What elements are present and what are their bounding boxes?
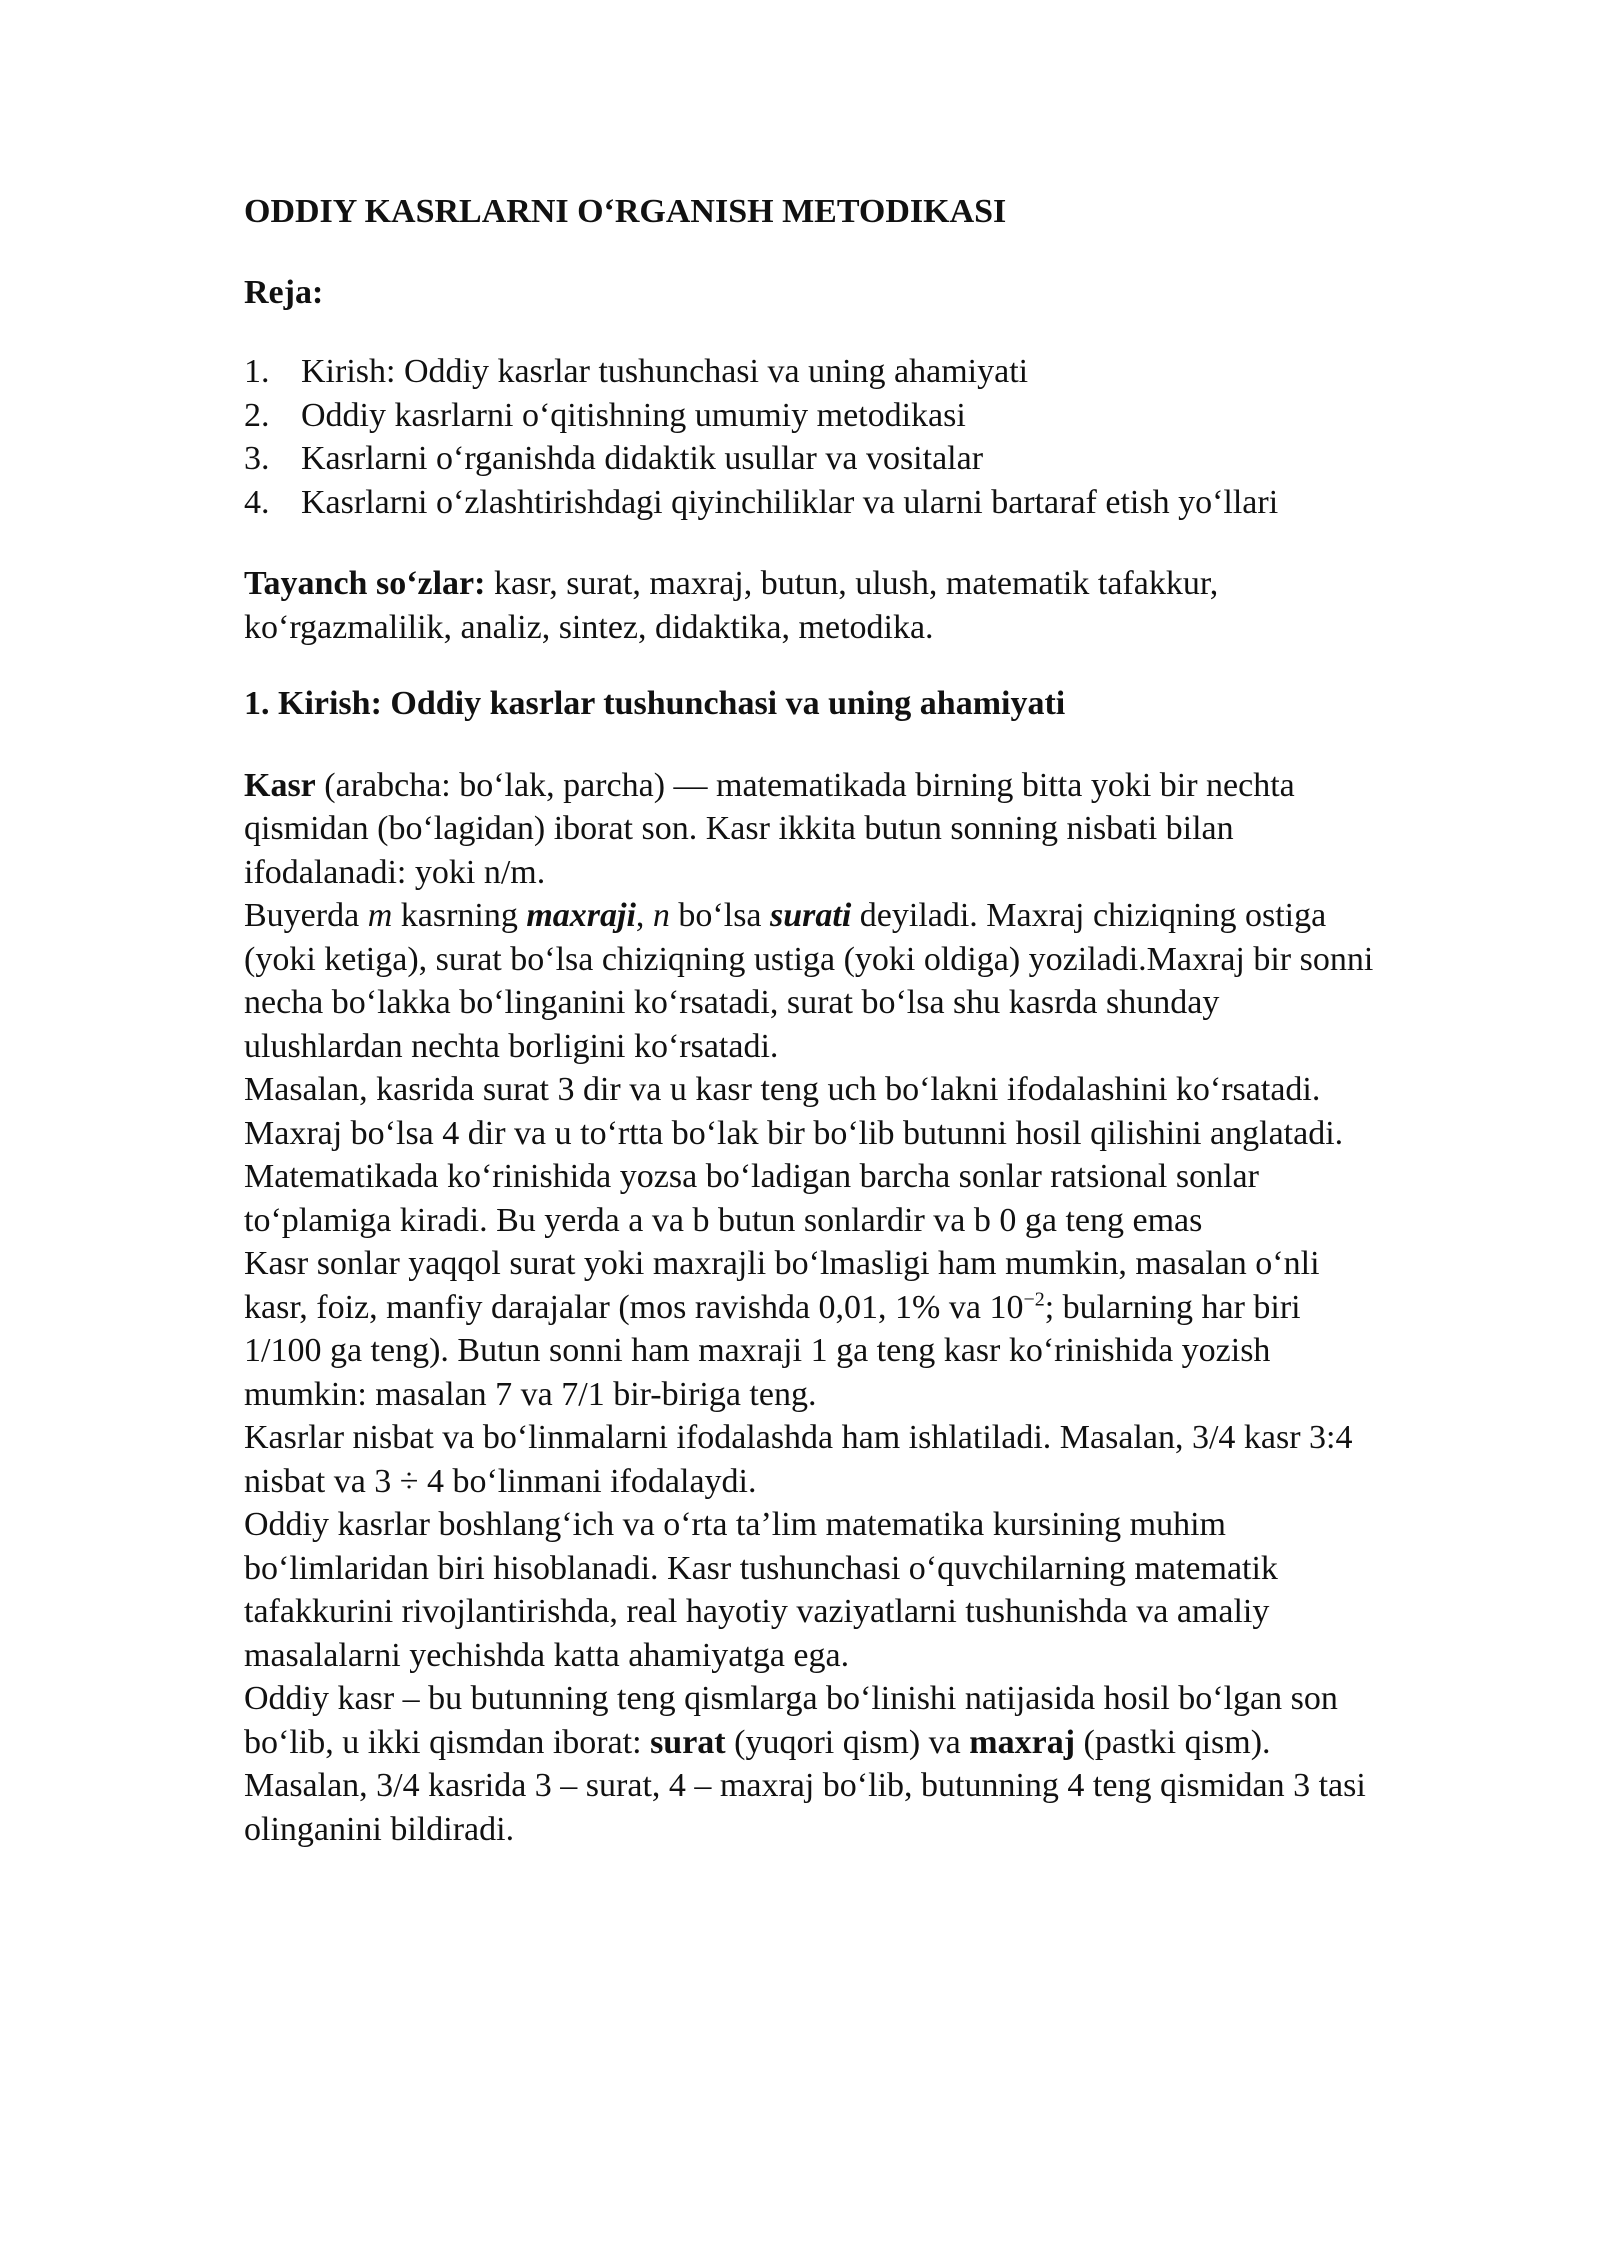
text-run: Buyerda: [244, 897, 368, 934]
variable-n: n: [652, 897, 670, 934]
keywords-text: kasr, surat, maxraj, butun, ulush, matematik tafakkur, ko‘rgazmalilik, analiz, sintez, didaktika, metodika.: [244, 565, 1219, 646]
text-run: ,: [635, 897, 653, 934]
paragraph-oddiy-kasr: [244, 1677, 1374, 1851]
paragraph-importance: Oddiy kasrlar boshlang‘ich va o‘rta ta’lim matematika kursining muhim bo‘limlaridan biri hisoblanadi. Kasr tushunchasi o‘quvchilarning matematik tafakkurini rivojlantirishda, real hayotiy vaziyatlarni tushunishda va amaliy masalalarni yechishda katta ahamiyatga ega.: [244, 1506, 1278, 1674]
term-maxraji: maxraji: [526, 897, 636, 934]
text-run: (pastki qism). Masalan, 3/4 kasrida 3 – surat, 4 – maxraj bo‘lib, butunning 4 teng qismidan 3 tasi olinganini bildiradi.: [244, 1723, 1366, 1848]
text-run: bo‘lsa: [669, 897, 771, 934]
plan-item-text: Kasrlarni o‘rganishda didaktik usullar va vositalar: [301, 440, 984, 477]
term-surati: surati: [770, 897, 852, 934]
text-run: kasrning: [392, 897, 527, 934]
text-run: (yuqori qism) va: [725, 1723, 970, 1761]
plan-item-text: Kirish: Oddiy kasrlar tushunchasi va uning ahamiyati: [301, 353, 1029, 390]
paragraph-example: Masalan, kasrida surat 3 dir va u kasr teng uch bo‘lakni ifodalashini ko‘rsatadi. Maxraj bo‘lsa 4 dir va u to‘rtta bo‘lak bir bo‘lib butunni hosil qilishini anglatadi.: [244, 1071, 1344, 1152]
plan-item-text: Oddiy kasrlarni o‘qitishning umumiy metodikasi: [301, 396, 966, 434]
plan-item-number: 4.: [244, 483, 270, 521]
text-run: deyiladi. Maxraj chiziqning ostiga (yoki ketiga), surat bo‘lsa chiziqning ustiga (yoki oldiga) yoziladi.Maxraj bir sonni necha bo‘lakka bo‘linganini ko‘rsatadi, surat bo‘lsa shu kasrda shunday ulushlardan nechta borligini ko‘rsatadi.: [244, 897, 1374, 1065]
plan-item-number: 1.: [244, 353, 270, 390]
plan-label: Reja:: [244, 274, 324, 311]
document-page: [244, 190, 1374, 1851]
section-body: [244, 764, 1374, 1852]
term-surat: surat: [650, 1723, 726, 1761]
document-title: ODDIY KASRLARNI O‘RGANISH METODIKASI: [244, 193, 1007, 230]
paragraph-kasr-definition: [244, 764, 1374, 895]
paragraph-maxraj-surat: [244, 894, 1374, 1068]
variable-m: m: [367, 897, 393, 934]
section-heading: 1. Kirish: Oddiy kasrlar tushunchasi va uning ahamiyati: [244, 685, 1066, 722]
term-kasr: Kasr: [244, 766, 316, 804]
plan-item-text: Kasrlarni o‘zlashtirishdagi qiyinchiliklar va ularni bartaraf etish yo‘llari: [301, 483, 1279, 521]
paragraph-rational: Matematikada ko‘rinishida yozsa bo‘ladigan barcha sonlar ratsional sonlar to‘plamiga kiradi. Bu yerda a va b butun sonlardir va b 0 ga teng emas: [244, 1158, 1259, 1239]
keywords-label: Tayanch so‘zlar:: [244, 565, 486, 602]
keywords-paragraph: [244, 562, 1374, 649]
text-run: Oddiy kasr – bu butunning teng qismlarga bo‘linishi natijasida hosil bo‘lgan son bo‘lib, u ikki qismdan iborat:: [244, 1680, 1338, 1761]
plan-item-number: 2.: [244, 396, 270, 434]
plan-item: [244, 437, 1374, 481]
plan-item: [244, 394, 1374, 438]
text-run: Kasr sonlar yaqqol surat yoki maxrajli bo‘lmasligi ham mumkin, masalan o‘nli kasr, foiz, manfiy darajalar (mos ravishda 0,01, 1% va 10: [244, 1245, 1320, 1326]
plan-item: [244, 481, 1374, 525]
plan-item-number: 3.: [244, 440, 270, 477]
term-maxraj: maxraj: [969, 1723, 1076, 1761]
exponent: −2: [1023, 1288, 1045, 1311]
plan-list: [244, 350, 1374, 524]
text-run: ; bularning har biri 1/100 ga teng). Butun sonni ham maxraji 1 ga teng kasr ko‘rinishida yozish mumkin: masalan 7 va 7/1 bir-biriga teng.: [244, 1288, 1301, 1413]
kasr-definition-text: (arabcha: bo‘lak, parcha) — matematikada birning bitta yoki bir nechta qismidan (bo‘lagidan) iborat son. Kasr ikkita butun sonning nisbati bilan ifodalanadi: yoki n/m.: [244, 766, 1295, 891]
paragraph-ratio: Kasrlar nisbat va bo‘linmalarni ifodalashda ham ishlatiladi. Masalan, 3/4 kasr 3:4 nisbat va 3 ÷ 4 bo‘linmani ifodalaydi.: [244, 1419, 1353, 1500]
paragraph-decimal: [244, 1242, 1374, 1416]
plan-item: [244, 350, 1374, 394]
